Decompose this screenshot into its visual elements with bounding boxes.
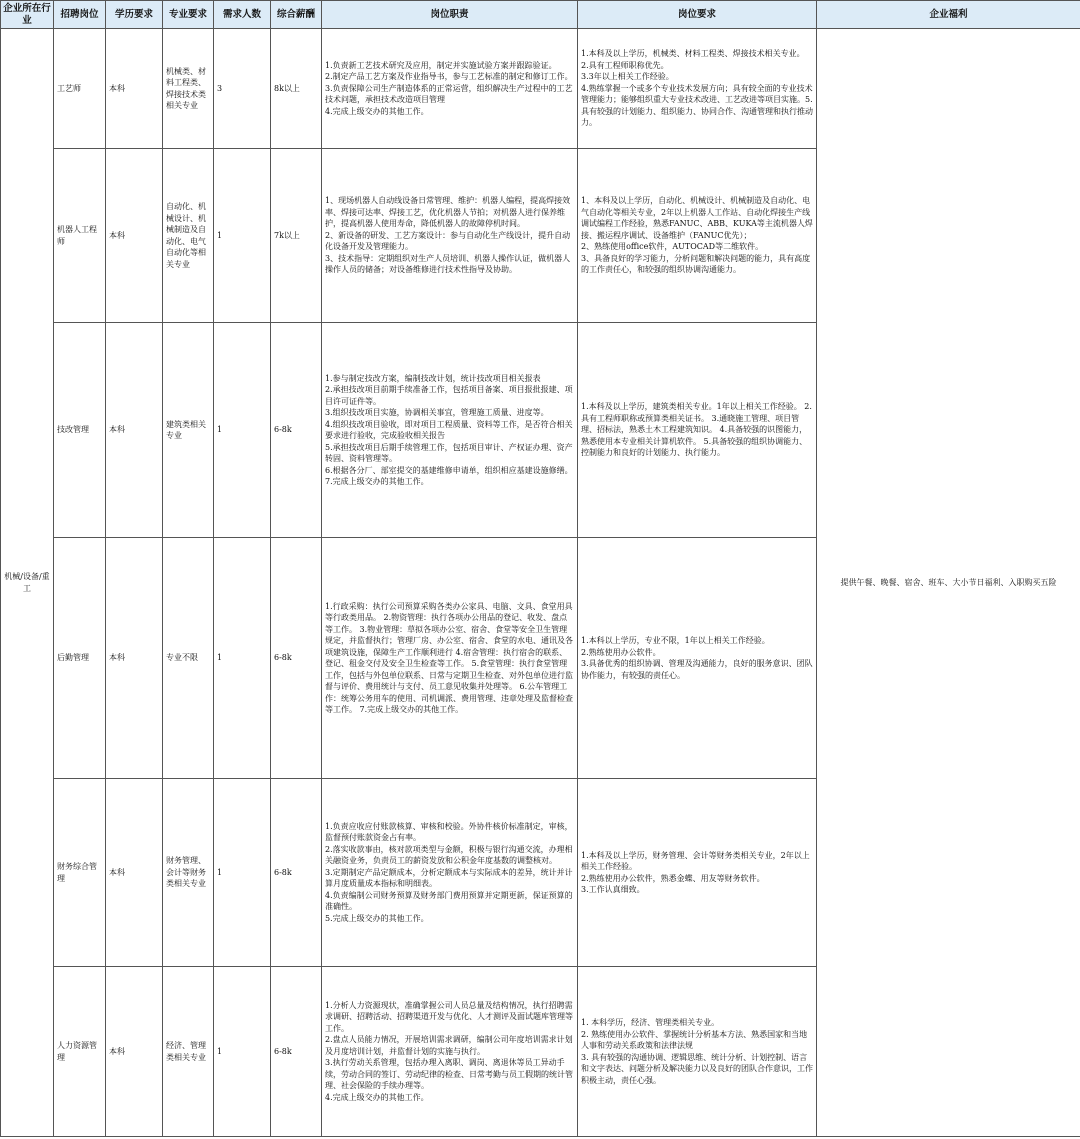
- requirements-cell: 1.本科及以上学历，财务管理、会计等财务类相关专业，2年以上相关工作经验。 2.熟练使用办公软件，熟悉金蝶、用友等财务软件。 3.工作认真细致。: [578, 779, 817, 967]
- education-cell: 本科: [106, 967, 163, 1137]
- requirements-cell: 1.本科及以上学历，建筑类相关专业。1年以上相关工作经验。 2.具有工程师职称或预算类相关证书。 3.通晓施工管理、项目管理、招标法，熟悉土木工程建筑知识。 4.具备较强的识图能力，熟悉使用本专业相关计算机软件。 5.具备较强的组织协调能力、控制能力和良好的计划能力、执行能力。: [578, 323, 817, 538]
- col-header-benefits: 企业福利: [817, 1, 1080, 29]
- col-header-industry: 企业所在行业: [1, 1, 54, 29]
- headcount-cell: 1: [214, 149, 271, 323]
- salary-cell: 6-8k: [271, 779, 322, 967]
- headcount-cell: 3: [214, 29, 271, 149]
- major-cell: 财务管理、会计等财务类相关专业: [163, 779, 214, 967]
- education-cell: 本科: [106, 538, 163, 779]
- major-cell: 自动化、机械设计、机械制造及自动化、电气自动化等相关专业: [163, 149, 214, 323]
- position-cell: 机器人工程师: [54, 149, 106, 323]
- salary-cell: 8k以上: [271, 29, 322, 149]
- position-cell: 工艺师: [54, 29, 106, 149]
- education-cell: 本科: [106, 29, 163, 149]
- education-cell: 本科: [106, 149, 163, 323]
- benefits-cell: 提供午餐、晚餐、宿舍、班车、大小节日福利、入职购买五险: [817, 29, 1080, 1137]
- industry-cell: 机械/设备/重工: [1, 29, 54, 1137]
- position-cell: 后勤管理: [54, 538, 106, 779]
- position-cell: 人力资源管理: [54, 967, 106, 1137]
- major-cell: 建筑类相关专业: [163, 323, 214, 538]
- requirements-cell: 1.本科及以上学历，机械类、材料工程类、焊接技术相关专业。 2.具有工程师职称优先。 3.3年以上相关工作经验。 4.熟练掌握一个或多个专业技术发展方向；具有较全面的专业技术管理能力；能够组织重大专业技术改进、工艺改进等项目实施。5.具有较强的计划能力、组织能力、协同合作、沟通管理和执行推动力。: [578, 29, 817, 149]
- salary-cell: 7k以上: [271, 149, 322, 323]
- col-header-headcount: 需求人数: [214, 1, 271, 29]
- requirements-cell: 1. 本科学历，经济、管理类相关专业。 2. 熟练使用办公软件、掌握统计分析基本方法、熟悉国家和当地人事和劳动关系政策和法律法规 3. 具有较强的沟通协调、逻辑思维、统计分析、计划控制、语言和文字表达、问题分析及解决能力以及良好的团队合作意识，工作积极主动，责任心强。: [578, 967, 817, 1137]
- col-header-duties: 岗位职责: [322, 1, 578, 29]
- header-row: [1, 1, 1080, 29]
- duties-cell: 1.行政采购：执行公司预算采购各类办公家具、电脑、文具、食堂用具等行政类用品。 2.物资管理：执行各项办公用品的登记、收发、盘点等工作。 3.物业管理：草拟各项办公室、宿舍、食堂等安全卫生管理规定，并监督执行；管理厂房、办公室、宿舍、食堂的水电、通讯及各项建筑设施，保障生产工作顺利进行 4.宿舍管理：执行宿舍的联系、登记、租金交付及安全卫生检查等工作。 5.食堂管理：执行食堂管理工作，包括与外包单位联系、日常与定期卫生检查、对外包单位进行监督与评价、费用统计与支付、员工意见收集并处理等。 6.公车管理工作：统筹公务用车的使用、司机调派、费用管理、违章处理及监督检查等工作。 7.完成上级交办的其他工作。: [322, 538, 578, 779]
- table-row: [1, 29, 1080, 149]
- duties-cell: 1、现场机器人自动线设备日常管理、维护：机器人编程，提高焊接效率、焊接可达率、焊接工艺，优化机器人节拍；对机器人进行保养维护，提高机器人使用寿命，降低机器人的故障停机时间。 2、新设备的研发、工艺方案设计：参与自动化生产线设计，提升自动化设备开发及管理能力。 3、技术指导：定期组织对生产人员培训、机器人操作认证，做机器人操作人员的储备；对设备维修进行技术性指导及协助。: [322, 149, 578, 323]
- major-cell: 机械类、材料工程类、焊接技术类相关专业: [163, 29, 214, 149]
- headcount-cell: 1: [214, 323, 271, 538]
- headcount-cell: 1: [214, 538, 271, 779]
- duties-cell: 1.分析人力资源现状，准确掌握公司人员总量及结构情况，执行招聘需求调研、招聘活动、招聘渠道开发与优化、人才测评及面试题库管理等工作。 2.盘点人员能力情况，开展培训需求调研，编制公司年度培训需求计划及月度培训计划，并监督计划的实施与执行。 3.执行劳动关系管理，包括办理入离职、调岗、离退休等员工异动手续，劳动合同的签订、劳动纪律的检查、日常考勤与员工假期的统计管理、社会保险的手续办理等。 4.完成上级交办的其他工作。: [322, 967, 578, 1137]
- position-cell: 技改管理: [54, 323, 106, 538]
- requirements-cell: 1、本科及以上学历，自动化、机械设计、机械制造及自动化、电气自动化等相关专业，2年以上机器人工作站、自动化焊接生产线调试编程工作经验，熟悉FANUC、ABB、KUKA等主流机器人焊接、搬运程序调试、设备维护（FANUC优先）； 2、熟练使用office软件，AUTOCAD等二维软件。 3、具备良好的学习能力，分析问题和解决问题的能力，具有高度的工作责任心，和较强的组织协调沟通能力。: [578, 149, 817, 323]
- requirements-cell: 1.本科以上学历，专业不限，1年以上相关工作经验。 2.熟练使用办公软件。 3.具备优秀的组织协调、管理及沟通能力，良好的服务意识、团队协作能力，有较强的责任心。: [578, 538, 817, 779]
- duties-cell: 1.负责新工艺技术研究及应用，制定并实施试验方案并跟踪验证。 2.制定产品工艺方案及作业指导书，参与工艺标准的制定和修订工作。 3.负责保障公司生产制造体系的正常运营，组织解决生产过程中的工艺技术问题，承担技术改造项目管理 4.完成上级交办的其他工作。: [322, 29, 578, 149]
- headcount-cell: 1: [214, 967, 271, 1137]
- position-cell: 财务综合管理: [54, 779, 106, 967]
- col-header-education: 学历要求: [106, 1, 163, 29]
- duties-cell: 1.负责应收应付账款核算、审核和校验。外协件核价标准制定，审核，监督预付账款资金占有率。 2.落实收款事由，核对款项类型与金额，积极与银行沟通交流，办理相关融资业务，负责员工的薪资发放和公积金年度基数的调整核对。 3.定期制定产品定额成本，分析定额成本与实际成本的差异，统计并计算月度质量成本指标和明细表。 4.负责编制公司财务预算及财务部门费用预算并定期更新，保证预算的准确性。 5.完成上级交办的其他工作。: [322, 779, 578, 967]
- headcount-cell: 1: [214, 779, 271, 967]
- col-header-salary: 综合薪酬: [271, 1, 322, 29]
- col-header-position: 招聘岗位: [54, 1, 106, 29]
- major-cell: 专业不限: [163, 538, 214, 779]
- salary-cell: 6-8k: [271, 967, 322, 1137]
- salary-cell: 6-8k: [271, 323, 322, 538]
- salary-cell: 6-8k: [271, 538, 322, 779]
- col-header-major: 专业要求: [163, 1, 214, 29]
- col-header-requirements: 岗位要求: [578, 1, 817, 29]
- major-cell: 经济、管理类相关专业: [163, 967, 214, 1137]
- education-cell: 本科: [106, 323, 163, 538]
- education-cell: 本科: [106, 779, 163, 967]
- duties-cell: 1.参与制定技改方案，编制技改计划，统计技改项目相关报表 2.承担技改项目前期手续准备工作，包括项目备案、项目报批报建、项目许可证件等。 3.组织技改项目实施，协调相关事宜，管理施工质量、进度等。 4.组织技改项目验收，即对项目工程质量、资料等工作，是否符合相关要求进行验收，完成验收相关报告 5.承担技改项目后期手续管理工作，包括项目审计、产权证办理、资产转固、资料管理等。 6.根据各分厂、部室提交的基建维修申请单，组织相应基建设施修缮。 7.完成上级交办的其他工作。: [322, 323, 578, 538]
